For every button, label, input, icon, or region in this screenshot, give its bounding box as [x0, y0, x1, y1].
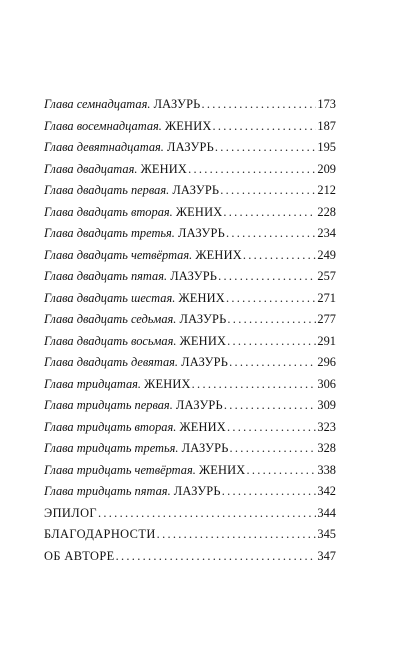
dot-leader — [98, 503, 316, 525]
dot-leader — [224, 395, 317, 417]
chapter-label: Глава тридцать вторая. — [44, 419, 177, 434]
page-number: 195 — [317, 140, 336, 154]
page-number: 209 — [317, 161, 336, 176]
page-number: 328 — [317, 441, 336, 455]
toc-row — [44, 417, 336, 439]
toc-row — [44, 137, 336, 159]
dot-leader — [188, 159, 316, 181]
toc-section-acknowledgements — [44, 524, 336, 546]
dot-leader — [226, 288, 316, 310]
chapter-title: ЛАЗУРЬ — [181, 441, 229, 455]
chapter-label: Глава тридцать третья. — [44, 441, 179, 455]
dot-leader — [226, 223, 316, 245]
dot-leader — [227, 331, 316, 353]
chapter-title: ЖЕНИХ — [140, 161, 188, 176]
chapter-label: Глава двадцать восьмая. — [44, 333, 177, 348]
section-title: ОБ АВТОРЕ — [44, 548, 115, 563]
chapter-label: Глава тридцать пятая. — [44, 484, 171, 498]
chapter-label: Глава двадцать шестая. — [44, 290, 176, 305]
chapter-label: Глава двадцать девятая. — [44, 355, 179, 369]
toc-row — [44, 438, 336, 460]
page-number: 212 — [317, 183, 336, 197]
page-number: 277 — [317, 312, 336, 326]
chapter-title: ЖЕНИХ — [179, 333, 227, 348]
toc-row — [44, 481, 336, 503]
section-title: БЛАГОДАРНОСТИ — [44, 527, 156, 541]
chapter-title: ЖЕНИХ — [164, 118, 212, 133]
dot-leader — [202, 94, 317, 116]
page-number: 338 — [317, 462, 336, 477]
toc-row — [44, 245, 336, 267]
chapter-title: ЖЕНИХ — [175, 204, 223, 219]
toc-row — [44, 180, 336, 202]
chapter-label: Глава тридцать четвёртая. — [44, 462, 196, 477]
page-number: 296 — [317, 355, 336, 369]
page-number: 344 — [317, 505, 336, 520]
dot-leader — [220, 180, 316, 202]
chapter-title: ЛАЗУРЬ — [181, 355, 229, 369]
toc-row — [44, 331, 336, 353]
dot-leader — [218, 266, 316, 288]
dot-leader — [213, 116, 317, 138]
chapter-title: ЛАЗУРЬ — [178, 226, 225, 240]
table-of-contents — [44, 94, 336, 567]
chapter-title: ЖЕНИХ — [198, 462, 246, 477]
toc-row — [44, 352, 336, 374]
page-number: 347 — [317, 548, 336, 563]
chapter-label: Глава двадцать пятая. — [44, 269, 168, 283]
chapter-label: Глава двадцать седьмая. — [44, 312, 177, 326]
dot-leader — [222, 481, 317, 503]
dot-leader — [230, 438, 317, 460]
chapter-title: ЛАЗУРЬ — [173, 484, 221, 498]
page-number: 271 — [317, 290, 336, 305]
chapter-label: Глава тридцатая. — [44, 376, 142, 391]
toc-row — [44, 288, 336, 310]
chapter-label: Глава двадцать третья. — [44, 226, 175, 240]
dot-leader — [243, 245, 317, 267]
page-number: 323 — [317, 419, 336, 434]
toc-row — [44, 460, 336, 482]
chapter-label: Глава девятнадцатая. — [44, 140, 164, 154]
dot-leader — [246, 460, 316, 482]
dot-leader — [192, 374, 317, 396]
toc-row — [44, 116, 336, 138]
dot-leader — [227, 417, 316, 439]
chapter-title: ЖЕНИХ — [195, 247, 242, 262]
toc-row — [44, 309, 336, 331]
chapter-title: ЛАЗУРЬ — [179, 312, 227, 326]
toc-section-epilogue — [44, 503, 336, 525]
page-number: 342 — [317, 484, 336, 498]
page-number: 228 — [317, 204, 336, 219]
dot-leader — [229, 352, 316, 374]
chapter-title: ЛАЗУРЬ — [153, 97, 201, 111]
chapter-title: ЛАЗУРЬ — [166, 140, 214, 154]
dot-leader — [223, 202, 316, 224]
chapter-label: Глава двадцать вторая. — [44, 204, 173, 219]
dot-leader — [116, 546, 317, 568]
page-number: 234 — [317, 226, 336, 240]
chapter-label: Глава двадцать первая. — [44, 183, 170, 197]
toc-row — [44, 395, 336, 417]
toc-row — [44, 223, 336, 245]
page-number: 291 — [317, 333, 336, 348]
chapter-title: ЛАЗУРЬ — [170, 269, 218, 283]
section-title: ЭПИЛОГ — [44, 505, 97, 520]
chapter-title: ЖЕНИХ — [144, 376, 191, 391]
toc-row — [44, 266, 336, 288]
chapter-label: Глава тридцать первая. — [44, 398, 173, 412]
chapter-title: ЖЕНИХ — [179, 419, 226, 434]
page-number: 345 — [317, 527, 336, 541]
chapter-label: Глава двадцать четвёртая. — [44, 247, 193, 262]
dot-leader — [215, 137, 317, 159]
page-number: 257 — [317, 269, 336, 283]
toc-row — [44, 159, 336, 181]
toc-row — [44, 94, 336, 116]
dot-leader — [157, 524, 317, 546]
toc-row — [44, 202, 336, 224]
page-number: 309 — [317, 398, 336, 412]
page-number: 306 — [317, 376, 336, 391]
chapter-title: ЛАЗУРЬ — [172, 183, 220, 197]
chapter-label: Глава семнадцатая. — [44, 97, 151, 111]
chapter-label: Глава восемнадцатая. — [44, 118, 162, 133]
page-number: 249 — [317, 247, 336, 262]
chapter-label: Глава двадцатая. — [44, 161, 138, 176]
toc-row — [44, 374, 336, 396]
dot-leader — [227, 309, 316, 331]
chapter-title: ЛАЗУРЬ — [175, 398, 223, 412]
toc-section-about-author — [44, 546, 336, 568]
chapter-title: ЖЕНИХ — [178, 290, 225, 305]
page-number: 173 — [317, 97, 336, 111]
page-number: 187 — [317, 118, 336, 133]
